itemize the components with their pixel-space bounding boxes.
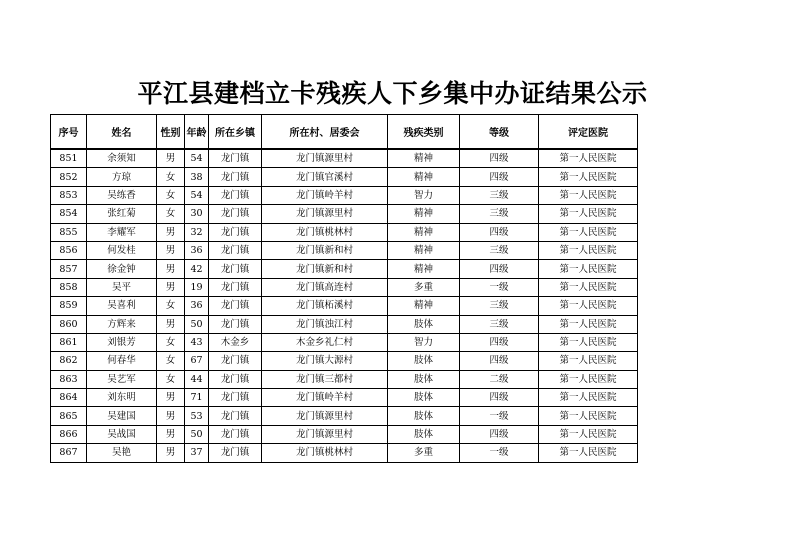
table-row: [51, 278, 638, 296]
cell-index: 856: [51, 241, 87, 259]
cell-township: 龙门镇: [209, 223, 262, 241]
header-gender: 性别: [157, 115, 185, 150]
cell-gender: 男: [157, 425, 185, 443]
cell-disability-type: 多重: [388, 278, 460, 296]
cell-township: 龙门镇: [209, 297, 262, 315]
cell-gender: 女: [157, 186, 185, 204]
cell-village: 龙门镇高连村: [262, 278, 388, 296]
header-township: 所在乡镇: [209, 115, 262, 150]
cell-grade: 四级: [460, 168, 539, 186]
cell-index: 864: [51, 389, 87, 407]
cell-name: 吴建国: [87, 407, 157, 425]
cell-township: 龙门镇: [209, 352, 262, 370]
cell-township: 龙门镇: [209, 241, 262, 259]
cell-age: 44: [185, 370, 209, 388]
cell-disability-type: 精神: [388, 297, 460, 315]
cell-age: 38: [185, 168, 209, 186]
cell-grade: 四级: [460, 223, 539, 241]
cell-grade: 一级: [460, 278, 539, 296]
cell-gender: 男: [157, 444, 185, 462]
cell-disability-type: 精神: [388, 223, 460, 241]
cell-index: 865: [51, 407, 87, 425]
cell-hospital: 第一人民医院: [539, 168, 638, 186]
cell-hospital: 第一人民医院: [539, 260, 638, 278]
cell-village: 龙门镇新和村: [262, 241, 388, 259]
cell-grade: 三级: [460, 297, 539, 315]
cell-index: 866: [51, 425, 87, 443]
cell-index: 852: [51, 168, 87, 186]
table-row: [51, 315, 638, 333]
cell-township: 龙门镇: [209, 407, 262, 425]
cell-township: 龙门镇: [209, 389, 262, 407]
cell-gender: 男: [157, 389, 185, 407]
cell-index: 863: [51, 370, 87, 388]
cell-name: 吴喜利: [87, 297, 157, 315]
page-title: 平江县建档立卡残疾人下乡集中办证结果公示: [137, 79, 648, 108]
cell-disability-type: 多重: [388, 444, 460, 462]
cell-grade: 四级: [460, 425, 539, 443]
cell-village: 龙门镇浊江村: [262, 315, 388, 333]
cell-age: 42: [185, 260, 209, 278]
table-row: [51, 352, 638, 370]
cell-name: 何春华: [87, 352, 157, 370]
cell-hospital: 第一人民医院: [539, 444, 638, 462]
cell-grade: 三级: [460, 315, 539, 333]
cell-village: 龙门镇源里村: [262, 205, 388, 223]
cell-age: 54: [185, 149, 209, 168]
table-row: [51, 205, 638, 223]
table-row: [51, 333, 638, 351]
cell-hospital: 第一人民医院: [539, 149, 638, 168]
cell-name: 李耀军: [87, 223, 157, 241]
cell-township: 龙门镇: [209, 444, 262, 462]
table-row: [51, 425, 638, 443]
cell-age: 32: [185, 223, 209, 241]
header-age: 年龄: [185, 115, 209, 150]
cell-village: 龙门镇三都村: [262, 370, 388, 388]
cell-hospital: 第一人民医院: [539, 205, 638, 223]
table-row: [51, 389, 638, 407]
cell-township: 龙门镇: [209, 278, 262, 296]
cell-township: 龙门镇: [209, 425, 262, 443]
results-table: [50, 114, 638, 463]
cell-hospital: 第一人民医院: [539, 389, 638, 407]
cell-gender: 男: [157, 407, 185, 425]
header-name: 姓名: [87, 115, 157, 150]
table-row: [51, 149, 638, 168]
cell-disability-type: 智力: [388, 186, 460, 204]
cell-grade: 四级: [460, 149, 539, 168]
cell-index: 867: [51, 444, 87, 462]
cell-name: 吴战国: [87, 425, 157, 443]
cell-grade: 三级: [460, 205, 539, 223]
cell-age: 43: [185, 333, 209, 351]
cell-township: 木金乡: [209, 333, 262, 351]
cell-disability-type: 肢体: [388, 315, 460, 333]
cell-township: 龙门镇: [209, 205, 262, 223]
cell-hospital: 第一人民医院: [539, 333, 638, 351]
table-row: [51, 168, 638, 186]
cell-village: 龙门镇岭羊村: [262, 186, 388, 204]
table-row: [51, 186, 638, 204]
cell-hospital: 第一人民医院: [539, 425, 638, 443]
cell-name: 方琼: [87, 168, 157, 186]
cell-hospital: 第一人民医院: [539, 407, 638, 425]
cell-township: 龙门镇: [209, 168, 262, 186]
cell-hospital: 第一人民医院: [539, 186, 638, 204]
cell-gender: 女: [157, 370, 185, 388]
cell-name: 吴练香: [87, 186, 157, 204]
cell-grade: 四级: [460, 352, 539, 370]
header-disability-type: 残疾类别: [388, 115, 460, 150]
cell-grade: 四级: [460, 333, 539, 351]
cell-index: 859: [51, 297, 87, 315]
cell-index: 857: [51, 260, 87, 278]
cell-village: 龙门镇岭羊村: [262, 389, 388, 407]
header-village: 所在村、居委会: [262, 115, 388, 150]
cell-village: 龙门镇大源村: [262, 352, 388, 370]
cell-gender: 女: [157, 333, 185, 351]
cell-grade: 一级: [460, 444, 539, 462]
cell-disability-type: 精神: [388, 149, 460, 168]
table-row: [51, 223, 638, 241]
cell-age: 37: [185, 444, 209, 462]
table-header-row: [51, 115, 638, 150]
cell-age: 50: [185, 315, 209, 333]
cell-gender: 男: [157, 223, 185, 241]
cell-gender: 男: [157, 260, 185, 278]
cell-name: 吴平: [87, 278, 157, 296]
cell-grade: 三级: [460, 241, 539, 259]
table-row: [51, 260, 638, 278]
cell-gender: 女: [157, 297, 185, 315]
cell-age: 36: [185, 241, 209, 259]
cell-index: 851: [51, 149, 87, 168]
cell-name: 何发桂: [87, 241, 157, 259]
cell-hospital: 第一人民医院: [539, 241, 638, 259]
cell-index: 861: [51, 333, 87, 351]
cell-disability-type: 肢体: [388, 370, 460, 388]
cell-hospital: 第一人民医院: [539, 315, 638, 333]
cell-age: 50: [185, 425, 209, 443]
cell-township: 龙门镇: [209, 315, 262, 333]
cell-gender: 男: [157, 149, 185, 168]
cell-disability-type: 精神: [388, 205, 460, 223]
cell-gender: 男: [157, 315, 185, 333]
table-row: [51, 444, 638, 462]
cell-village: 木金乡礼仁村: [262, 333, 388, 351]
cell-name: 张红菊: [87, 205, 157, 223]
cell-name: 刘东明: [87, 389, 157, 407]
cell-disability-type: 肢体: [388, 352, 460, 370]
cell-disability-type: 智力: [388, 333, 460, 351]
cell-hospital: 第一人民医院: [539, 223, 638, 241]
cell-name: 刘银芳: [87, 333, 157, 351]
cell-index: 855: [51, 223, 87, 241]
cell-index: 854: [51, 205, 87, 223]
cell-index: 853: [51, 186, 87, 204]
cell-name: 吴艳: [87, 444, 157, 462]
cell-village: 龙门镇源里村: [262, 407, 388, 425]
cell-disability-type: 精神: [388, 241, 460, 259]
table-row: [51, 407, 638, 425]
cell-village: 龙门镇桃林村: [262, 223, 388, 241]
cell-name: 方辉来: [87, 315, 157, 333]
cell-disability-type: 肢体: [388, 389, 460, 407]
cell-grade: 二级: [460, 370, 539, 388]
cell-township: 龙门镇: [209, 186, 262, 204]
cell-village: 龙门镇新和村: [262, 260, 388, 278]
cell-township: 龙门镇: [209, 149, 262, 168]
cell-grade: 四级: [460, 260, 539, 278]
header-grade: 等级: [460, 115, 539, 150]
cell-age: 19: [185, 278, 209, 296]
cell-age: 54: [185, 186, 209, 204]
cell-age: 67: [185, 352, 209, 370]
cell-hospital: 第一人民医院: [539, 278, 638, 296]
cell-village: 龙门镇源里村: [262, 425, 388, 443]
header-hospital: 评定医院: [539, 115, 638, 150]
cell-gender: 男: [157, 278, 185, 296]
cell-village: 龙门镇官溪村: [262, 168, 388, 186]
cell-age: 53: [185, 407, 209, 425]
cell-village: 龙门镇柘溪村: [262, 297, 388, 315]
cell-gender: 女: [157, 168, 185, 186]
cell-village: 龙门镇源里村: [262, 149, 388, 168]
cell-township: 龙门镇: [209, 370, 262, 388]
cell-name: 吴艺军: [87, 370, 157, 388]
cell-index: 858: [51, 278, 87, 296]
header-index: 序号: [51, 115, 87, 150]
cell-gender: 女: [157, 205, 185, 223]
cell-disability-type: 精神: [388, 168, 460, 186]
cell-grade: 三级: [460, 186, 539, 204]
cell-age: 71: [185, 389, 209, 407]
cell-gender: 男: [157, 241, 185, 259]
cell-name: 徐金钟: [87, 260, 157, 278]
table-body: [51, 149, 638, 462]
cell-hospital: 第一人民医院: [539, 297, 638, 315]
cell-index: 862: [51, 352, 87, 370]
cell-hospital: 第一人民医院: [539, 352, 638, 370]
table-row: [51, 241, 638, 259]
cell-disability-type: 肢体: [388, 425, 460, 443]
cell-index: 860: [51, 315, 87, 333]
cell-disability-type: 精神: [388, 260, 460, 278]
cell-age: 30: [185, 205, 209, 223]
cell-gender: 女: [157, 352, 185, 370]
cell-age: 36: [185, 297, 209, 315]
cell-village: 龙门镇桃林村: [262, 444, 388, 462]
table-row: [51, 297, 638, 315]
table-row: [51, 370, 638, 388]
cell-name: 余须知: [87, 149, 157, 168]
cell-hospital: 第一人民医院: [539, 370, 638, 388]
cell-grade: 四级: [460, 389, 539, 407]
cell-township: 龙门镇: [209, 260, 262, 278]
cell-grade: 一级: [460, 407, 539, 425]
cell-disability-type: 肢体: [388, 407, 460, 425]
